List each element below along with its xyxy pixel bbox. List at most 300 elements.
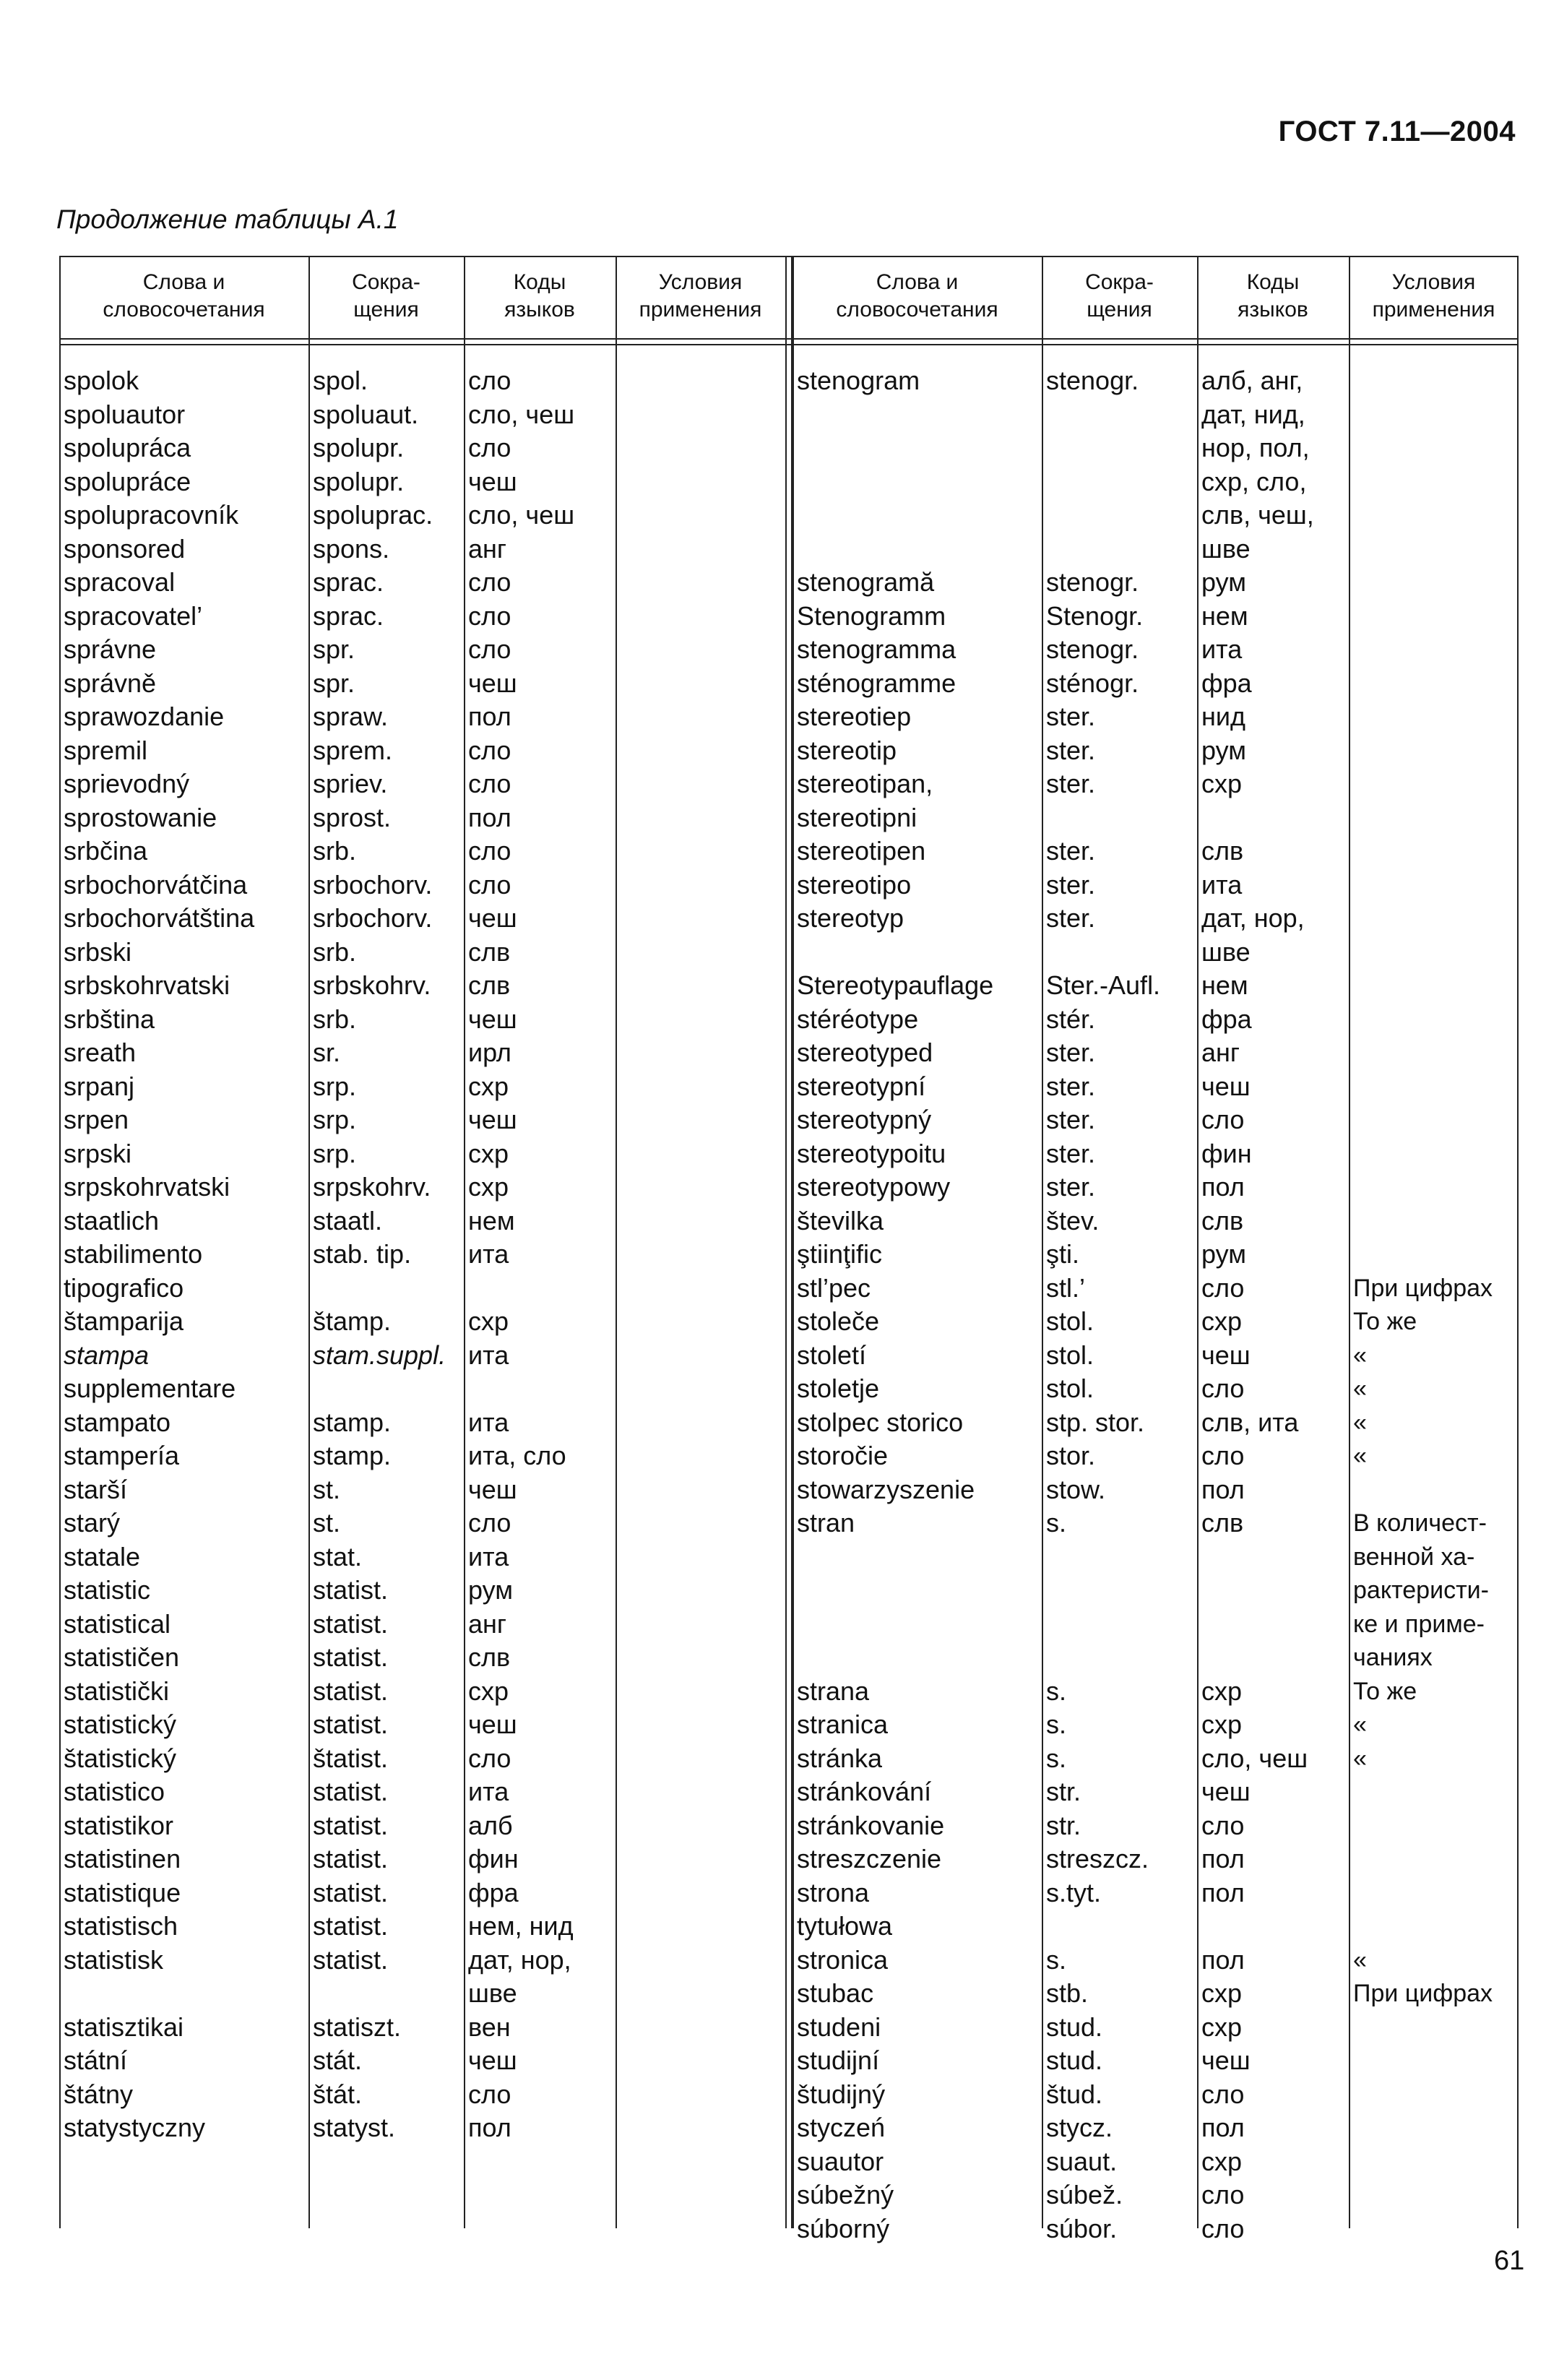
abbreviation-cell: spolupr. [313,466,405,496]
abbreviation-cell: stow. [1046,1474,1106,1504]
word-cell: statistisk [64,1944,164,1975]
condition-cell: При цифрах [1353,1274,1493,1302]
language-code-cell: пол [468,802,511,832]
word-cell: statistički [64,1676,170,1706]
word-cell: súborný [797,2213,890,2243]
language-code-cell: чеш [1201,2045,1251,2075]
abbreviation-cell: spr. [313,634,355,664]
word-cell: sreath [64,1038,137,1067]
word-cell: supplementare [64,1374,236,1403]
language-code-cell: ита, сло [468,1441,566,1470]
abbreviation-cell: srbochorv. [313,869,433,900]
table-half-right [793,256,1519,2243]
abbreviation-cell: statist. [313,1608,389,1639]
abbreviation-cell: suaut. [1046,2146,1118,2176]
word-cell: srbochorvátčina [64,869,248,900]
abbreviation-cell: ster. [1046,769,1096,798]
abbreviation-cell: súbež. [1046,2180,1123,2209]
abbreviation-cell: stol. [1046,1306,1094,1336]
header-conditions: Условия применения [1372,270,1495,322]
word-cell: století [797,1340,867,1370]
abbreviation-cell: stát. [313,2045,363,2075]
language-code-cell: нем [1201,600,1248,631]
table-caption: Продолжение таблицы А.1 [56,204,399,234]
abbreviation-cell: spoluaut. [313,399,419,429]
header-words: Слова и словосочетания [103,270,265,322]
language-code-cell: рум [1201,735,1246,765]
word-cell: statistisch [64,1911,178,1941]
header-abbreviations: Сокра- щения [352,270,420,322]
abbreviation-cell: stamp. [313,1407,392,1437]
condition-cell: рактеристи- [1353,1577,1489,1604]
language-code-cell: нем [1201,970,1248,1000]
language-code-cell: чеш [1201,1071,1251,1101]
language-code-cell: сло, чеш [468,500,575,530]
table-half-left [59,256,785,2228]
word-cell: stereotiep [797,702,912,731]
abbreviation-cell: spraw. [313,702,389,731]
language-code-cell: ита [468,1541,509,1571]
table-header-row [793,256,1519,341]
abbreviation-cell: str. [1046,1777,1081,1806]
word-cell: stereotipen [797,836,926,866]
word-cell: stereotip [797,735,897,765]
language-code-cell: ита [468,1407,509,1437]
abbreviation-cell: stb. [1046,1978,1089,2008]
language-code-cell: схр [468,1138,509,1168]
abbreviation-cell: srpskohrv. [313,1172,431,1202]
word-cell: statistinen [64,1844,181,1874]
condition-cell: « [1353,1711,1367,1738]
word-cell: studeni [797,2012,881,2042]
language-code-cell: чеш [468,1105,517,1134]
language-code-cell: сло [468,836,511,866]
abbreviation-cell: stenogr. [1046,567,1139,597]
word-cell: stenogramma [797,634,956,664]
word-cell: spracovatel’ [64,600,203,631]
word-cell: ştiinţific [797,1239,883,1269]
word-cell: stereotypowy [797,1172,951,1202]
language-code-cell: пол [1201,1172,1245,1202]
abbreviation-cell: spr. [313,668,355,698]
condition-cell: В количест- [1353,1509,1487,1537]
language-code-cell: слв [468,936,511,967]
abbreviation-cell: statist. [313,1810,389,1840]
language-code-cell: дат, нор, [1201,903,1305,933]
language-code-cell: алб, анг, [1201,366,1303,395]
word-cell: sprievodný [64,769,190,798]
language-code-cell: чеш [1201,1777,1251,1806]
language-code-cell: слв [468,970,511,1000]
word-cell: strana [797,1676,870,1706]
word-cell: spolupracovník [64,500,239,530]
abbreviation-cell: stenogr. [1046,634,1139,664]
abbreviation-cell: s.tyt. [1046,1877,1102,1907]
word-cell: stereotyp [797,903,904,933]
language-code-cell: пол [1201,1844,1245,1874]
condition-cell: То же [1353,1677,1417,1705]
word-cell: stereotipni [797,802,917,832]
word-cell: stampato [64,1407,171,1437]
word-cell: stranica [797,1709,889,1739]
condition-cell: « [1353,1744,1367,1772]
language-code-cell: пол [468,2113,511,2142]
language-code-cell: сло [468,366,511,395]
word-cell: stránkování [797,1777,932,1806]
word-cell: statale [64,1541,141,1571]
language-code-cell: ита [1201,634,1243,664]
language-code-cell: сло [1201,1105,1245,1134]
language-code-cell: сло, чеш [468,399,575,429]
language-code-cell: шве [1201,936,1251,967]
language-code-cell: сло [468,1743,511,1773]
language-code-cell: схр [1201,1306,1243,1336]
word-cell: stoleče [797,1306,880,1336]
word-cell: stampa [64,1340,150,1370]
language-code-cell: схр [1201,1676,1243,1706]
word-cell: srbčina [64,836,148,866]
word-cell: sprawozdanie [64,702,225,731]
word-cell: starý [64,1508,121,1538]
word-cell: stoletje [797,1374,880,1403]
abbreviation-cell: srp. [313,1138,357,1168]
word-cell: starší [64,1474,128,1504]
language-code-cell: схр [1201,2146,1243,2176]
language-code-cell: сло [468,634,511,664]
abbreviation-cell: štamp. [313,1306,392,1336]
language-code-cell: нем, нид [468,1911,574,1941]
abbreviation-cell: spol. [313,366,368,395]
language-code-cell: рум [1201,567,1246,597]
language-code-cell: дат, нор, [468,1944,571,1975]
word-cell: Stereotypauflage [797,970,994,1000]
word-cell: sprostowanie [64,802,217,832]
language-code-cell: слв, ита [1201,1407,1299,1437]
abbreviation-cell: stenogr. [1046,366,1139,395]
language-code-cell: пол [468,702,511,731]
document-code: ГОСТ 7.11—2004 [1278,116,1516,147]
word-cell: štamparija [64,1306,184,1336]
word-cell: statistique [64,1877,181,1907]
language-code-cell: шве [468,1978,517,2008]
condition-cell: При цифрах [1353,1980,1493,2007]
condition-cell: « [1353,1341,1367,1369]
abbreviation-cell: st. [313,1474,341,1504]
abbreviation-cell: stér. [1046,1004,1096,1034]
language-code-cell: чеш [468,1709,517,1739]
language-code-cell: рум [1201,1239,1246,1269]
word-cell: sténogramme [797,668,956,698]
word-cell: stampería [64,1441,180,1470]
language-code-cell: слв [1201,1508,1244,1538]
condition-cell: « [1353,1946,1367,1974]
word-cell: tytułowa [797,1911,893,1941]
condition-cell: ке и приме- [1353,1610,1485,1638]
language-code-cell: чеш [468,1004,517,1034]
word-cell: stereotypní [797,1071,926,1101]
abbreviation-cell: statist. [313,1877,389,1907]
abbreviation-cell: s. [1046,1944,1067,1975]
condition-cell: венной ха- [1353,1543,1475,1571]
word-cell: statystyczny [64,2113,206,2142]
language-code-cell: сло [1201,1374,1245,1403]
abbreviation-cell: stat. [313,1541,363,1571]
abbreviation-cell: spoluprac. [313,500,433,530]
word-cell: spolok [64,366,139,395]
language-code-cell: схр [468,1676,509,1706]
page-number: 61 [1494,2246,1525,2276]
abbreviation-cell: ster. [1046,1138,1096,1168]
language-code-cell: слв [468,1642,511,1672]
word-cell: stenogram [797,366,920,395]
header-conditions: Условия применения [639,270,762,322]
condition-cell: чаниях [1353,1644,1433,1671]
language-code-cell: сло [1201,1810,1245,1840]
language-code-cell: ита [468,1777,509,1806]
abbreviation-cell: stud. [1046,2045,1103,2075]
abbreviation-cell: srbochorv. [313,903,433,933]
word-cell: srpskohrvatski [64,1172,230,1202]
abbreviation-cell: sprost. [313,802,392,832]
language-code-cell: слв [1201,1205,1244,1236]
abbreviation-cell: srp. [313,1071,357,1101]
abbreviation-cell: stp. stor. [1046,1407,1145,1437]
abbreviation-cell: s. [1046,1709,1067,1739]
condition-cell: « [1353,1408,1367,1436]
abbreviation-cell: streszcz. [1046,1844,1149,1874]
language-code-cell: алб [468,1810,513,1840]
language-code-cell: сло [1201,2079,1245,2109]
word-cell: statistic [64,1575,151,1605]
abbreviation-cell: stycz. [1046,2113,1113,2142]
word-cell: stránkovanie [797,1810,945,1840]
word-cell: stl’pec [797,1272,871,1303]
language-code-cell: сло [468,769,511,798]
abbreviation-cell: str. [1046,1810,1081,1840]
abbreviation-cell: Ster.-Aufl. [1046,970,1161,1000]
language-code-cell: пол [1201,1474,1245,1504]
abbreviation-cell: štát. [313,2079,363,2109]
abbreviation-cell: stamp. [313,1441,392,1470]
abbreviation-cell: stam.suppl. [313,1340,446,1370]
abbreviation-cell: s. [1046,1676,1067,1706]
word-cell: spolupráca [64,433,191,462]
language-code-cell: схр [1201,1709,1243,1739]
abbreviation-cell: stud. [1046,2012,1103,2042]
language-code-cell: ита [468,1239,509,1269]
abbreviation-cell: Stenogr. [1046,600,1144,631]
word-cell: stereotipan, [797,769,933,798]
abbreviation-cell: statist. [313,1777,389,1806]
language-code-cell: ирл [468,1038,511,1067]
word-cell: studijní [797,2045,880,2075]
condition-cell: То же [1353,1308,1417,1335]
language-code-cell: схр [468,1306,509,1336]
language-code-cell: нем [468,1205,515,1236]
word-cell: štátny [64,2079,134,2109]
abbreviation-cell: statist. [313,1575,389,1605]
language-code-cell: сло [468,869,511,900]
abbreviation-cell: štud. [1046,2079,1103,2109]
abbreviation-cell: sténogr. [1046,668,1139,698]
word-cell: stenogramă [797,567,935,597]
abbreviation-cell: statiszt. [313,2012,402,2042]
language-code-cell: нор, пол, [1201,433,1310,462]
abbreviation-cell: stor. [1046,1441,1096,1470]
abbreviation-cell: ster. [1046,1038,1096,1067]
abbreviation-cell: statist. [313,1642,389,1672]
abbreviation-cell: statist. [313,1709,389,1739]
word-cell: srpski [64,1138,132,1168]
word-cell: srbochorvátština [64,903,255,933]
word-cell: strona [797,1877,870,1907]
language-code-cell: сло [1201,2180,1245,2209]
word-cell: spolupráce [64,466,191,496]
word-cell: staatlich [64,1205,160,1236]
word-cell: streszczenie [797,1844,942,1874]
word-cell: srbština [64,1004,155,1034]
abbreviation-cell: statist. [313,1944,389,1975]
language-code-cell: схр [1201,769,1243,798]
word-cell: súbežný [797,2180,894,2209]
abbreviation-cell: spons. [313,533,390,564]
header-words: Слова и словосочетания [836,270,998,322]
language-code-cell: схр, сло, [1201,466,1307,496]
word-cell: stéréotype [797,1004,919,1034]
word-cell: stubac [797,1978,874,2008]
language-code-cell: анг [468,533,507,564]
language-code-cell: схр [468,1071,509,1101]
abbreviation-cell: sprem. [313,735,393,765]
language-code-cell: сло [468,433,511,462]
word-cell: srbskohrvatski [64,970,230,1000]
abbreviation-cell: stol. [1046,1374,1094,1403]
word-cell: Stenogramm [797,600,946,631]
word-cell: spoluautor [64,399,186,429]
language-code-cell: слв, чеш, [1201,500,1314,530]
language-code-cell: пол [1201,1944,1245,1975]
language-code-cell: схр [468,1172,509,1202]
abbreviation-cell: s. [1046,1508,1067,1538]
header-language-codes: Коды языков [504,270,575,322]
language-code-cell: схр [1201,2012,1243,2042]
language-code-cell: рум [468,1575,513,1605]
abbreviation-cell: şti. [1046,1239,1080,1269]
word-cell: statistický [64,1709,177,1739]
language-code-cell: сло [1201,1272,1245,1303]
word-cell: storočie [797,1441,889,1470]
word-cell: stolpec storico [797,1407,964,1437]
condition-cell: « [1353,1442,1367,1470]
word-cell: srbski [64,936,132,967]
abbreviation-cell: štev. [1046,1205,1100,1236]
abbreviation-table [59,256,1519,2243]
abbreviation-cell: ster. [1046,836,1096,866]
word-cell: srpen [64,1105,129,1134]
abbreviation-cell: staatl. [313,1205,383,1236]
abbreviation-cell: spriev. [313,769,388,798]
abbreviation-cell: srb. [313,936,357,967]
abbreviation-cell: statist. [313,1844,389,1874]
header-language-codes: Коды языков [1238,270,1308,322]
abbreviation-cell: statyst. [313,2113,396,2142]
word-cell: stereotyped [797,1038,933,1067]
abbreviation-cell: statist. [313,1676,389,1706]
language-code-cell: чеш [468,466,517,496]
word-cell: správne [64,634,157,664]
abbreviation-cell: sr. [313,1038,341,1067]
abbreviation-cell: stl.’ [1046,1272,1085,1303]
language-code-cell: пол [1201,2113,1245,2142]
language-code-cell: вен [468,2012,511,2042]
word-cell: statistical [64,1608,171,1639]
word-cell: statistico [64,1777,165,1806]
word-cell: statistikor [64,1810,174,1840]
abbreviation-cell: statist. [313,1911,389,1941]
word-cell: správně [64,668,157,698]
language-code-cell: сло [468,2079,511,2109]
language-code-cell: нид [1201,702,1245,731]
language-code-cell: сло [468,735,511,765]
language-code-cell: сло [468,567,511,597]
language-code-cell: чеш [468,668,517,698]
language-code-cell: сло [468,600,511,631]
abbreviation-cell: spolupr. [313,433,405,462]
word-cell: státní [64,2045,128,2075]
word-cell: stereotypný [797,1105,932,1134]
abbreviation-cell: ster. [1046,735,1096,765]
word-cell: spracoval [64,567,176,597]
word-cell: suautor [797,2146,884,2176]
abbreviation-cell: ster. [1046,1172,1096,1202]
word-cell: stran [797,1508,855,1538]
condition-cell: « [1353,1375,1367,1402]
language-code-cell: анг [1201,1038,1240,1067]
language-code-cell: ита [468,1340,509,1370]
language-code-cell: сло [468,1508,511,1538]
abbreviation-cell: srp. [313,1105,357,1134]
word-cell: stowarzyszenie [797,1474,975,1504]
word-cell: styczeń [797,2113,886,2142]
abbreviation-cell: stab. tip. [313,1239,412,1269]
language-code-cell: сло [1201,2213,1245,2243]
abbreviation-cell: ster. [1046,702,1096,731]
language-code-cell: фра [1201,1004,1252,1034]
abbreviation-cell: štatist. [313,1743,389,1773]
language-code-cell: слв [1201,836,1244,866]
abbreviation-cell: st. [313,1508,341,1538]
language-code-cell: фра [468,1877,519,1907]
language-code-cell: схр [1201,1978,1243,2008]
word-cell: srpanj [64,1071,135,1101]
language-code-cell: ита [1201,869,1243,900]
word-cell: stereotipo [797,869,912,900]
abbreviation-cell: sprac. [313,600,384,631]
abbreviation-cell: súbor. [1046,2213,1118,2243]
language-code-cell: фин [1201,1138,1252,1168]
word-cell: spremil [64,735,148,765]
word-cell: statisztikai [64,2012,184,2042]
table-header-row [59,256,785,341]
abbreviation-cell: srbskohrv. [313,970,431,1000]
abbreviation-cell: srb. [313,836,357,866]
language-code-cell: сло, чеш [1201,1743,1308,1773]
word-cell: sponsored [64,533,186,564]
language-code-cell: шве [1201,533,1251,564]
header-abbreviations: Сокра- щения [1085,270,1154,322]
language-code-cell: фра [1201,668,1252,698]
word-cell: stránka [797,1743,883,1773]
